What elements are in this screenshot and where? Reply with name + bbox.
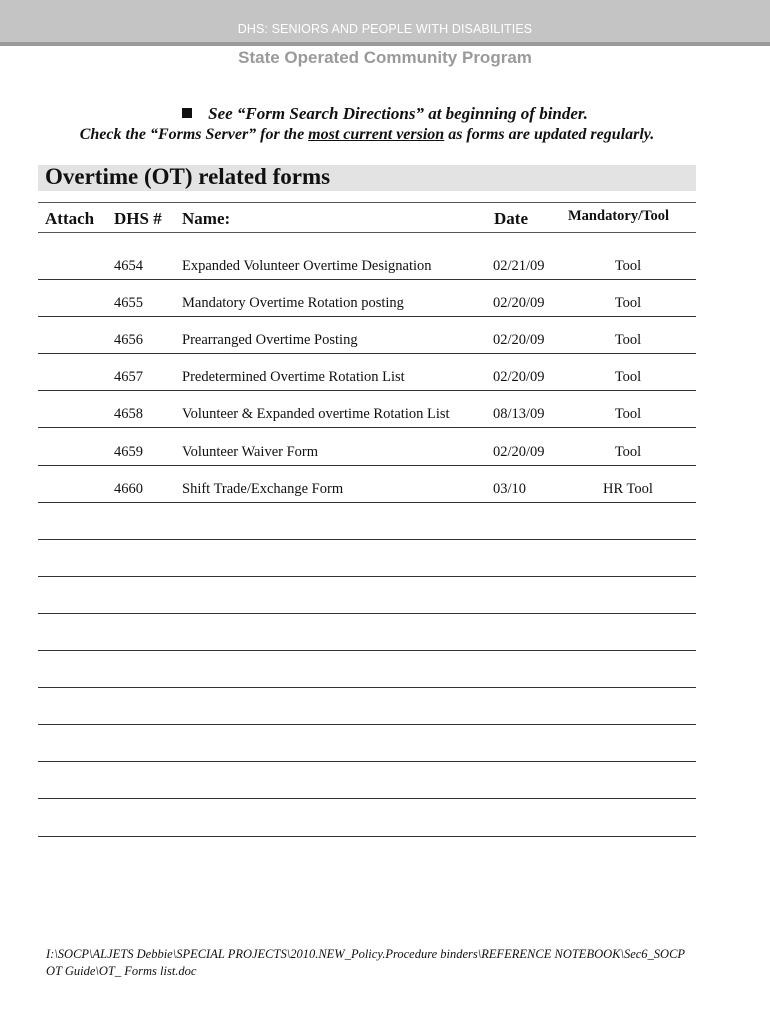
form-name-cell: Volunteer Waiver Form — [182, 443, 319, 460]
blank-table-row — [38, 687, 696, 725]
form-date-cell: 02/20/09 — [493, 332, 545, 349]
blank-table-row — [38, 576, 696, 614]
table-row — [38, 465, 696, 503]
directions-text: See “Form Search Directions” at beginning of binder. — [208, 104, 588, 123]
form-name-cell: Prearranged Overtime Posting — [182, 332, 358, 349]
dhs-number-cell: 4660 — [114, 480, 143, 497]
file-path-line-1: I:\SOCP\ALJETS Debbie\SPECIAL PROJECTS\2010.NEW_Policy.Procedure binders\REFERENCE NOTEBOOK\Sec6_SOCP — [46, 947, 686, 961]
square-bullet-icon — [182, 108, 192, 118]
note-text-end: as forms are updated regularly. — [444, 126, 655, 143]
table-row — [38, 316, 696, 354]
column-header-name: Name: — [182, 209, 231, 228]
column-header-dhs: DHS # — [114, 209, 162, 228]
table-top-rule — [38, 202, 696, 203]
mandatory-tool-cell: Tool — [614, 406, 642, 423]
file-path-footer — [46, 946, 746, 980]
blank-table-row — [38, 724, 696, 762]
dhs-number-cell: 4658 — [114, 406, 143, 423]
dhs-number-cell: 4654 — [114, 258, 143, 274]
form-date-cell: 02/21/09 — [493, 258, 545, 274]
program-title: State Operated Community Program — [238, 48, 532, 67]
form-date-cell: 02/20/09 — [493, 443, 545, 460]
mandatory-tool-cell: Tool — [614, 443, 642, 460]
blank-table-row — [38, 613, 696, 651]
form-date-cell: 02/20/09 — [493, 369, 545, 386]
table-row — [38, 428, 696, 466]
department-title: DHS: SENIORS AND PEOPLE WITH DISABILITIES — [237, 22, 533, 36]
forms-server-note — [0, 126, 734, 144]
column-header-attach: Attach — [45, 209, 95, 228]
table-row — [38, 279, 696, 317]
form-name-cell: Mandatory Overtime Rotation posting — [182, 295, 404, 312]
table-row — [38, 353, 696, 391]
note-text-start: Check the “Forms Server” for the — [79, 126, 309, 143]
file-path-line-2: OT Guide\OT_ Forms list.doc — [46, 964, 197, 978]
note-text-underlined: most current version — [308, 126, 445, 143]
dhs-number-cell: 4655 — [114, 295, 143, 312]
blank-table-row — [38, 799, 696, 837]
blank-table-row — [38, 539, 696, 577]
mandatory-tool-cell: Tool — [614, 258, 642, 274]
table-row — [38, 390, 696, 428]
form-name-cell: Shift Trade/Exchange Form — [182, 480, 344, 497]
form-name-cell: Expanded Volunteer Overtime Designation — [182, 258, 432, 274]
section-title: Overtime (OT) related forms — [45, 164, 331, 189]
blank-table-row — [38, 502, 696, 540]
form-date-cell: 08/13/09 — [493, 406, 545, 423]
column-header-mandatory: Mandatory/Tool — [568, 208, 669, 224]
header-divider — [0, 42, 770, 46]
mandatory-tool-cell: HR Tool — [603, 480, 653, 497]
form-name-cell: Volunteer & Expanded overtime Rotation List — [182, 406, 450, 423]
mandatory-tool-cell: Tool — [614, 332, 642, 349]
table-row — [38, 242, 696, 280]
dhs-number-cell: 4659 — [114, 443, 143, 460]
dhs-number-cell: 4656 — [114, 332, 143, 349]
form-date-cell: 03/10 — [493, 480, 527, 497]
dhs-number-cell: 4657 — [114, 369, 143, 386]
table-header-rule — [38, 232, 696, 233]
column-header-date: Date — [494, 209, 528, 228]
mandatory-tool-cell: Tool — [614, 295, 642, 312]
directions-note — [0, 104, 770, 124]
blank-table-row — [38, 650, 696, 688]
form-date-cell: 02/20/09 — [493, 295, 545, 312]
mandatory-tool-cell: Tool — [614, 369, 642, 386]
blank-table-row — [38, 761, 696, 799]
form-name-cell: Predetermined Overtime Rotation List — [182, 369, 405, 386]
